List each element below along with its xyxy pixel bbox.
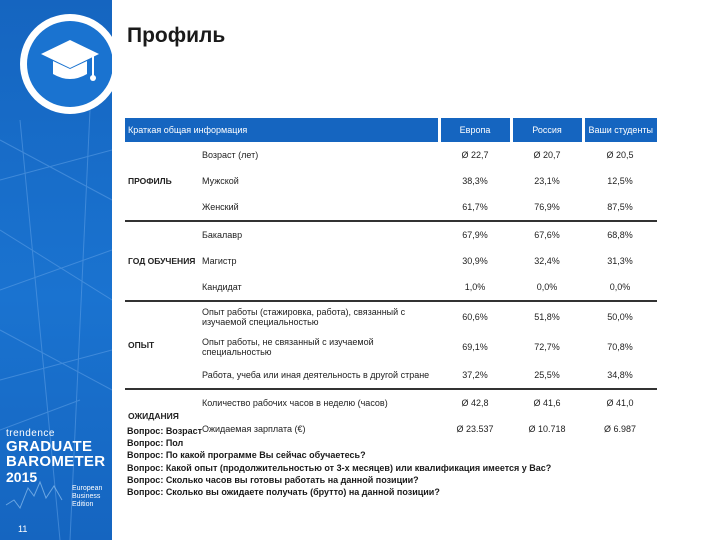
logo: [20, 14, 112, 114]
header-russia: Россия: [511, 118, 583, 142]
cell-russia: 67,6%: [511, 221, 583, 248]
cell-students: Ø 6.987: [603, 424, 637, 434]
page-number: 11: [18, 524, 28, 534]
row-label: Ожидаемая зарплата (€): [202, 424, 306, 434]
question-line: Вопрос: Возраст: [127, 426, 203, 436]
cell-russia: Ø 20,7: [533, 150, 561, 160]
cell-students: Ø 20,5: [606, 150, 634, 160]
cell-russia: Ø 41,6: [511, 389, 583, 416]
cell-students: 50,0%: [583, 301, 657, 332]
cell-russia: 76,9%: [534, 202, 560, 212]
cell-students: 87,5%: [607, 202, 633, 212]
badge-graduate: GRADUATE: [6, 438, 93, 455]
cell-russia: 32,4%: [534, 256, 560, 266]
table-row: [125, 274, 657, 301]
cell-europe: 69,1%: [462, 342, 488, 352]
table-row: [125, 194, 657, 221]
row-label: Работа, учеба или иная деятельность в другой стране: [202, 370, 430, 380]
cell-europe: 61,7%: [462, 202, 488, 212]
question-line: Вопрос: Сколько вы ожидаете получать (брутто) на данной позиции?: [127, 487, 440, 498]
cell-students: 0,0%: [609, 282, 631, 292]
table-row: [125, 362, 657, 389]
table-header: [125, 118, 657, 142]
cell-europe: Ø 22,7: [461, 150, 489, 160]
cell-europe: 1,0%: [464, 282, 486, 292]
cell-students: 34,8%: [607, 370, 633, 380]
row-label: Количество рабочих часов в неделю (часов): [199, 389, 439, 416]
sidebar-branding: [0, 0, 112, 540]
cell-europe: Ø 42,8: [439, 389, 511, 416]
survey-questions: [127, 425, 687, 498]
row-label: Бакалавр: [199, 221, 439, 248]
table-row: [125, 389, 657, 416]
cell-students: 31,3%: [607, 256, 633, 266]
header-europe: Европа: [439, 118, 511, 142]
cell-europe: 30,9%: [462, 256, 488, 266]
row-label: Мужской: [202, 176, 239, 186]
group-label-expectations: ОЖИДАНИЯ: [125, 389, 199, 442]
group-label-study-year: ГОД ОБУЧЕНИЯ: [125, 221, 199, 301]
table-row: [125, 301, 657, 332]
group-label-profile: ПРОФИЛЬ: [128, 176, 172, 186]
row-label: Магистр: [202, 256, 237, 266]
row-label: Женский: [202, 202, 239, 212]
header-students: Ваши студенты: [583, 118, 657, 142]
row-label: Опыт работы, не связанный с изучаемой специальностью: [202, 337, 374, 357]
cell-europe: 37,2%: [462, 370, 488, 380]
cell-europe: 67,9%: [439, 221, 511, 248]
cell-europe: 38,3%: [462, 176, 488, 186]
group-label-experience: ОПЫТ: [125, 301, 199, 389]
cell-russia: Ø 10.718: [528, 424, 566, 434]
row-label: Возраст (лет): [202, 150, 259, 160]
cell-students: 68,8%: [583, 221, 657, 248]
profile-table: [125, 118, 657, 442]
badge-brand: trendence: [6, 428, 55, 439]
question-line: Вопрос: Пол: [127, 438, 184, 449]
question-line: Вопрос: Какой опыт (продолжительностью от 3-х месяцев) или квалификация имеется у Вас?: [127, 462, 552, 473]
graduation-cap-icon: [39, 36, 101, 92]
header-info: Краткая общая информация: [125, 118, 439, 142]
table-row: [125, 168, 657, 194]
badge-sub-3: Edition: [72, 501, 94, 508]
row-label: Кандидат: [202, 282, 242, 292]
badge-sub-2: Business: [72, 493, 101, 500]
cell-students: 12,5%: [607, 176, 633, 186]
page-title: Профиль: [127, 24, 226, 47]
badge-sub-1: European: [72, 485, 103, 492]
question-line: Вопрос: Сколько часов вы готовы работать на данной позиции?: [127, 474, 419, 485]
badge-year: 2015: [6, 469, 38, 485]
cell-russia: 72,7%: [534, 342, 560, 352]
cell-russia: 23,1%: [534, 176, 560, 186]
cell-russia: 25,5%: [534, 370, 560, 380]
cell-russia: 51,8%: [511, 301, 583, 332]
cell-europe: Ø 23.537: [456, 424, 494, 434]
cell-russia: 0,0%: [536, 282, 558, 292]
cell-students: Ø 41,0: [583, 389, 657, 416]
table-row: [125, 142, 657, 168]
cell-students: 70,8%: [607, 342, 633, 352]
badge-barometer: BAROMETER: [6, 453, 106, 470]
question-line: Вопрос: По какой программе Вы сейчас обучаетесь?: [127, 450, 366, 461]
table-row: [125, 332, 657, 362]
barometer-badge: [6, 428, 110, 509]
cell-europe: 60,6%: [439, 301, 511, 332]
table-row: [125, 221, 657, 248]
table-row: [125, 248, 657, 274]
row-label: Опыт работы (стажировка, работа), связанный с изучаемой специальностью: [199, 301, 439, 332]
